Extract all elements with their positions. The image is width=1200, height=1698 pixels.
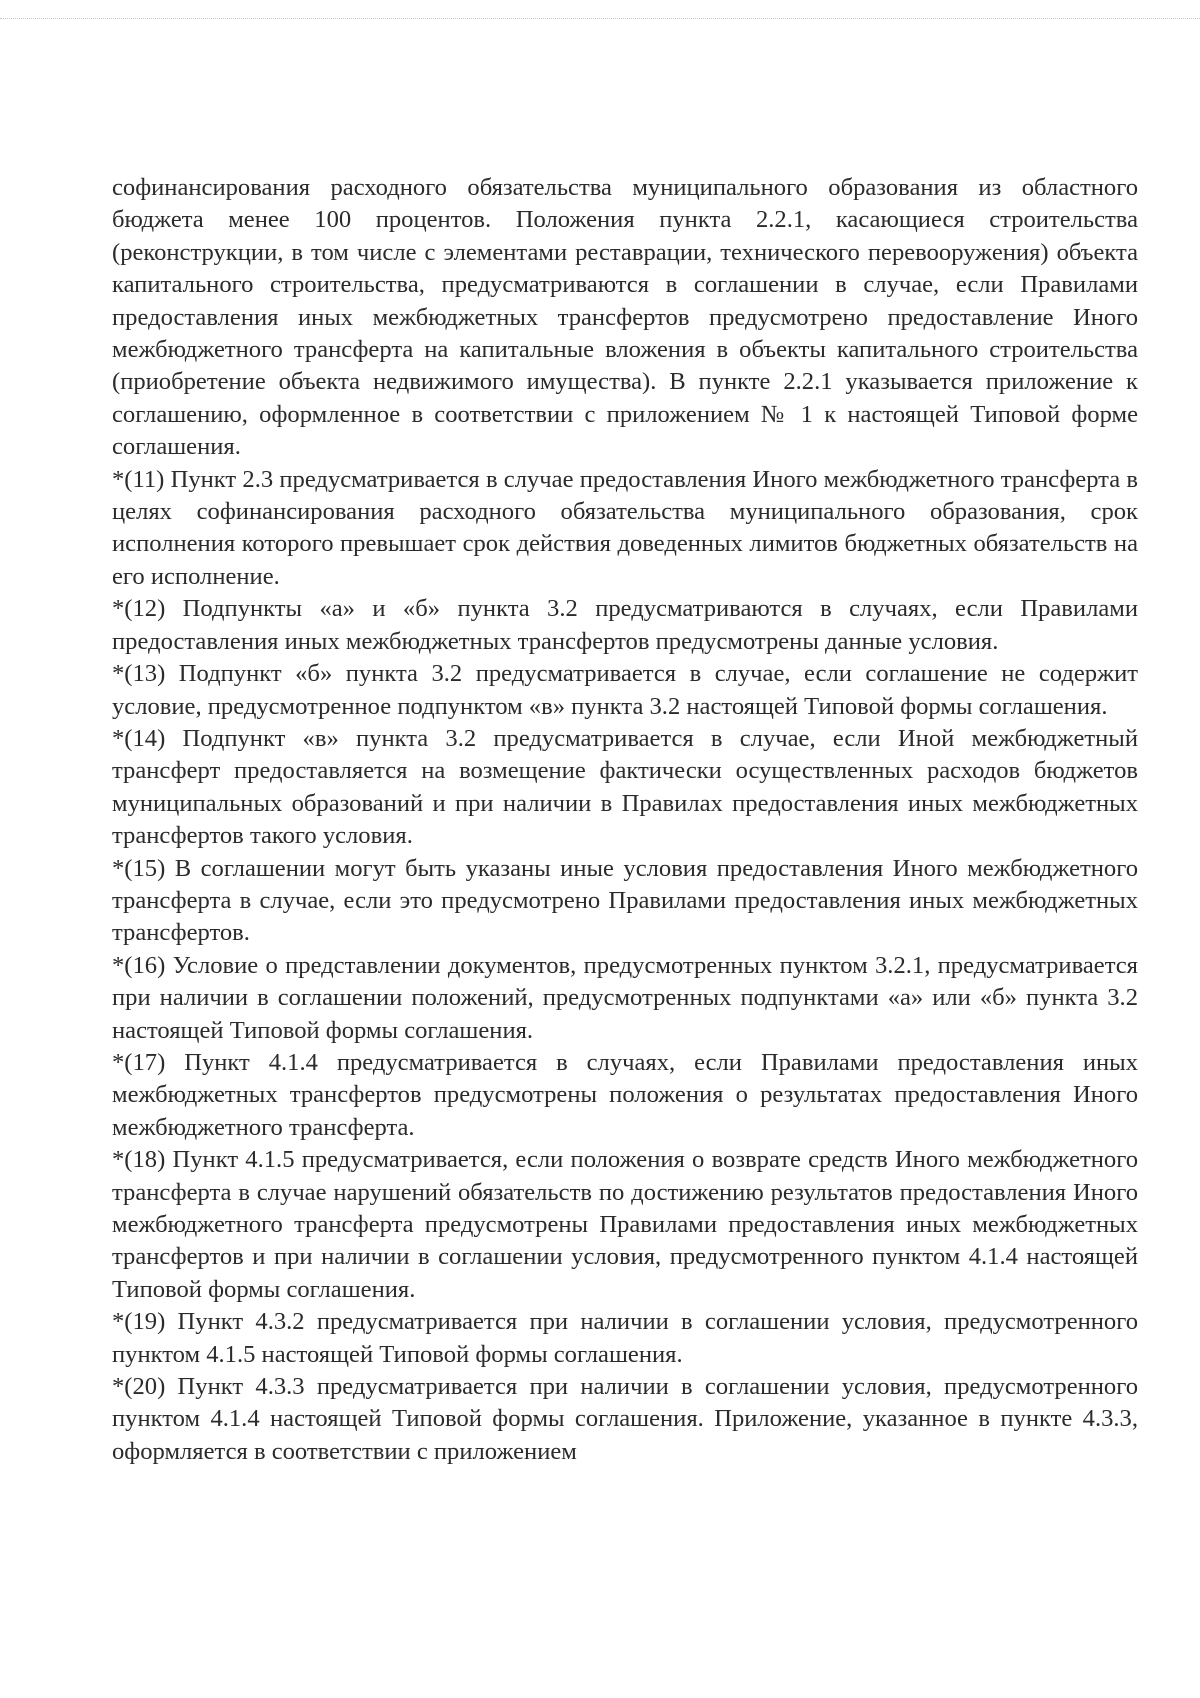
scan-edge-line [0, 18, 1200, 19]
footnote-20: *(20) Пункт 4.3.3 предусматривается при наличии в соглашении условия, предусмотренного пунктом 4.1.4 настоящей Типовой формы соглашения. Приложение, указанное в пункте 4.3.3, оформляется в соответствии с приложением [112, 1373, 1138, 1465]
footnote-17: *(17) Пункт 4.1.4 предусматривается в случаях, если Правилами предоставления иных межбюджетных трансфертов предусмотрены положения о результатах предоставления Иного межбюджетного трансферта. [112, 1048, 1138, 1141]
footnote-15: *(15) В соглашении могут быть указаны иные условия предоставления Иного межбюджетного трансферта в случае, если это предусмотрено Правилами предоставления иных межбюджетных трансфертов. [112, 854, 1138, 947]
footnote-13: *(13) Подпункт «б» пункта 3.2 предусматривается в случае, если соглашение не содержит условие, предусмотренное подпунктом «в» пункта 3.2 настоящей Типовой формы соглашения. [112, 660, 1138, 720]
footnote-12: *(12) Подпункты «а» и «б» пункта 3.2 предусматриваются в случаях, если Правилами предоставления иных межбюджетных трансфертов предусмотрены данные условия. [112, 595, 1138, 655]
footnote-18: *(18) Пункт 4.1.5 предусматривается, если положения о возврате средств Иного межбюджетного трансферта в случае нарушений обязательств по достижению результатов предоставления Иного межбюджетного трансферта предусмотрены Правилами предоставления иных межбюджетных трансфертов и при наличии в соглашении условия, предусмотренного пунктом 4.1.4 настоящей Типовой формы соглашения. [112, 1146, 1138, 1303]
document-body [112, 172, 1138, 1468]
footnote-14: *(14) Подпункт «в» пункта 3.2 предусматривается в случае, если Иной межбюджетный трансферт предоставляется на возмещение фактически осуществленных расходов бюджетов муниципальных образований и при наличии в Правилах предоставления иных межбюджетных трансфертов такого условия. [112, 724, 1138, 850]
footnote-11: *(11) Пункт 2.3 предусматривается в случае предоставления Иного межбюджетного трансферта в целях софинансирования расходного обязательства муниципального образования, срок исполнения которого превышает срок действия доведенных лимитов бюджетных обязательств на его исполнение. [112, 465, 1138, 590]
footnote-16: *(16) Условие о представлении документов, предусмотренных пунктом 3.2.1, предусматривается при наличии в соглашении положений, предусмотренных подпунктами «а» или «б» пункта 3.2 настоящей Типовой формы соглашения. [112, 951, 1138, 1044]
paragraph-continuation: софинансирования расходного обязательства муниципального образования из областного бюджета менее 100 процентов. Положения пункта 2.2.1, касающиеся строительства (реконструкции, в том числе с элементами реставрации, технического перевооружения) объекта капитального строительства, предусматриваются в соглашении в случае, если Правилами предоставления иных межбюджетных трансфертов предусмотрено предоставление Иного межбюджетного трансферта на капитальные вложения в объекты капитального строительства (приобретение объекта недвижимого имущества). В пункте 2.2.1 указывается приложение к соглашению, оформленное в соответствии с приложением № 1 к настоящей Типовой форме соглашения. [112, 174, 1138, 461]
footnote-19: *(19) Пункт 4.3.2 предусматривается при наличии в соглашении условия, предусмотренного пунктом 4.1.5 настоящей Типовой формы соглашения. [112, 1308, 1138, 1368]
